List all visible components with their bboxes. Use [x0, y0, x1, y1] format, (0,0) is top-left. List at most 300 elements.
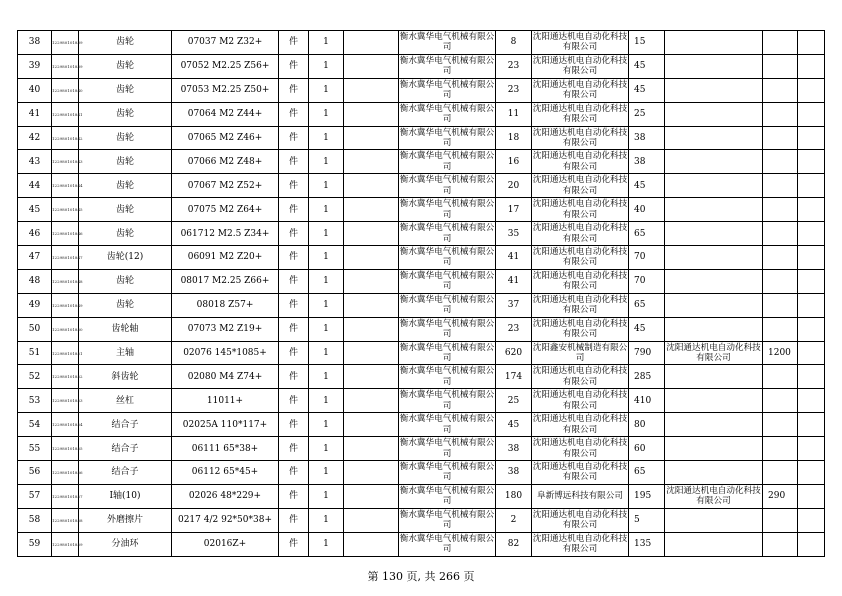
price-3 [763, 317, 798, 341]
price-2: 65 [629, 293, 665, 317]
quantity: 1 [309, 78, 344, 102]
unit: 件 [279, 150, 309, 174]
price-3 [763, 461, 798, 485]
part-name: 齿轮 [79, 269, 172, 293]
price-2: 80 [629, 413, 665, 437]
price-3 [763, 150, 798, 174]
quantity: 1 [309, 246, 344, 270]
price-1: 25 [496, 389, 532, 413]
supplier-3: 沈阳通达机电自动化科技有限公司 [666, 485, 761, 507]
supplier-3 [665, 198, 763, 222]
price-1: 41 [496, 269, 532, 293]
supplier-1: 衡水冀华电气机械有限公司 [399, 199, 495, 220]
extra-cell [798, 54, 825, 78]
part-name: 齿轮 [79, 102, 172, 126]
price-1: 20 [496, 174, 532, 198]
price-2: 70 [629, 269, 665, 293]
quantity: 1 [309, 126, 344, 150]
price-3 [763, 174, 798, 198]
price-2: 5 [629, 508, 665, 532]
unit: 件 [279, 174, 309, 198]
supplier-3 [665, 102, 763, 126]
unit: 件 [279, 126, 309, 150]
price-3 [763, 222, 798, 246]
blank-cell [344, 126, 399, 150]
unit: 件 [279, 54, 309, 78]
extra-cell [798, 102, 825, 126]
part-name: 斜齿轮 [79, 365, 172, 389]
table-row [18, 365, 825, 389]
price-2: 38 [629, 126, 665, 150]
part-spec: 02016Z+ [172, 532, 279, 556]
unit: 件 [279, 484, 309, 508]
table-row [18, 198, 825, 222]
table-row [18, 150, 825, 174]
part-name: 结合子 [79, 413, 172, 437]
item-code: 122980101855 [52, 437, 79, 461]
supplier-1: 衡水冀华电气机械有限公司 [399, 55, 495, 77]
price-3 [763, 54, 798, 78]
price-3 [763, 246, 798, 270]
unit: 件 [279, 341, 309, 365]
supplier-2: 沈阳通达机电自动化科技有限公司 [532, 390, 628, 411]
part-name: 齿轮 [79, 54, 172, 78]
table-row [18, 508, 825, 532]
supplier-3 [665, 532, 763, 556]
supplier-1: 衡水冀华电气机械有限公司 [399, 127, 495, 148]
blank-cell [344, 437, 399, 461]
price-3 [763, 126, 798, 150]
table-row [18, 532, 825, 556]
part-spec: 02080 M4 Z74+ [172, 365, 279, 389]
supplier-2: 沈阳通达机电自动化科技有限公司 [532, 127, 628, 148]
unit: 件 [279, 365, 309, 389]
part-name: 齿轮 [79, 222, 172, 246]
quantity: 1 [309, 437, 344, 461]
extra-cell [798, 293, 825, 317]
price-1: 2 [496, 508, 532, 532]
row-number: 52 [18, 365, 52, 389]
extra-cell [798, 150, 825, 174]
price-2: 25 [629, 102, 665, 126]
supplier-1: 衡水冀华电气机械有限公司 [399, 31, 495, 53]
price-2: 65 [629, 461, 665, 485]
part-name: 主轴 [79, 341, 172, 365]
price-1: 35 [496, 222, 532, 246]
part-spec: 07066 M2 Z48+ [172, 150, 279, 174]
blank-cell [344, 222, 399, 246]
table-row [18, 222, 825, 246]
blank-cell [344, 389, 399, 413]
supplier-1: 衡水冀华电气机械有限公司 [399, 342, 495, 364]
quantity: 1 [309, 461, 344, 485]
unit: 件 [279, 246, 309, 270]
blank-cell [344, 150, 399, 174]
unit: 件 [279, 413, 309, 437]
price-1: 11 [496, 102, 532, 126]
price-2: 70 [629, 246, 665, 270]
supplier-2: 阜新博远科技有限公司 [532, 484, 629, 508]
unit: 件 [279, 293, 309, 317]
price-2: 60 [629, 437, 665, 461]
quantity: 1 [309, 31, 344, 55]
price-1: 23 [496, 317, 532, 341]
supplier-2: 沈阳通达机电自动化科技有限公司 [532, 270, 628, 292]
price-2: 38 [629, 150, 665, 174]
extra-cell [798, 198, 825, 222]
row-number: 41 [18, 102, 52, 126]
table-body [18, 31, 825, 557]
supplier-3 [665, 413, 763, 437]
table-row [18, 413, 825, 437]
supplier-2: 沈阳通达机电自动化科技有限公司 [532, 223, 628, 244]
table-row [18, 102, 825, 126]
item-code: 122980101854 [52, 413, 79, 437]
supplier-2: 沈阳通达机电自动化科技有限公司 [532, 461, 628, 483]
supplier-1: 衡水冀华电气机械有限公司 [399, 246, 495, 268]
part-name: 齿轮(12) [79, 246, 172, 270]
supplier-2: 沈阳通达机电自动化科技有限公司 [532, 438, 628, 459]
supplier-1: 衡水冀华电气机械有限公司 [399, 318, 495, 340]
supplier-3 [665, 293, 763, 317]
item-code: 122980101859 [52, 532, 79, 556]
quantity: 1 [309, 54, 344, 78]
price-2: 285 [629, 365, 665, 389]
part-spec: 06111 65*38+ [172, 437, 279, 461]
part-name: 齿轮 [79, 174, 172, 198]
price-1: 37 [496, 293, 532, 317]
price-3 [763, 31, 798, 55]
price-3: 290 [763, 484, 798, 508]
part-spec: 02076 145*1085+ [172, 341, 279, 365]
supplier-3 [665, 508, 763, 532]
row-number: 39 [18, 54, 52, 78]
part-name: 齿轮 [79, 293, 172, 317]
part-name: 齿轮 [79, 150, 172, 174]
item-code: 122980101856 [52, 461, 79, 485]
supplier-2: 沈阳通达机电自动化科技有限公司 [532, 175, 628, 196]
price-1: 38 [496, 437, 532, 461]
quantity: 1 [309, 365, 344, 389]
supplier-1: 衡水冀华电气机械有限公司 [399, 414, 495, 435]
supplier-3 [665, 437, 763, 461]
part-spec: 06112 65*45+ [172, 461, 279, 485]
extra-cell [798, 174, 825, 198]
supplier-3 [665, 269, 763, 293]
quantity: 1 [309, 150, 344, 174]
table-row [18, 437, 825, 461]
supplier-1: 衡水冀华电气机械有限公司 [399, 294, 495, 316]
item-code: 122980101839 [52, 54, 79, 78]
supplier-3 [665, 222, 763, 246]
supplier-2: 沈阳通达机电自动化科技有限公司 [532, 509, 628, 531]
price-1: 16 [496, 150, 532, 174]
part-name: 分油环 [79, 532, 172, 556]
unit: 件 [279, 102, 309, 126]
supplier-1: 衡水冀华电气机械有限公司 [399, 485, 495, 507]
row-number: 42 [18, 126, 52, 150]
row-number: 45 [18, 198, 52, 222]
part-spec: 02025A 110*117+ [172, 413, 279, 437]
quantity: 1 [309, 198, 344, 222]
extra-cell [798, 532, 825, 556]
item-code: 122980101843 [52, 150, 79, 174]
item-code: 122980101847 [52, 246, 79, 270]
price-1: 45 [496, 413, 532, 437]
unit: 件 [279, 198, 309, 222]
supplier-2: 沈阳通达机电自动化科技有限公司 [532, 414, 628, 435]
table-row [18, 78, 825, 102]
price-1: 23 [496, 54, 532, 78]
table-row [18, 317, 825, 341]
part-spec: 0217 4/2 92*50*38+ [172, 508, 279, 532]
unit: 件 [279, 31, 309, 55]
blank-cell [344, 532, 399, 556]
supplier-1: 衡水冀华电气机械有限公司 [399, 509, 495, 531]
table-row [18, 126, 825, 150]
part-spec: 07053 M2.25 Z50+ [172, 78, 279, 102]
part-name: 结合子 [79, 461, 172, 485]
part-name: 齿轮轴 [79, 317, 172, 341]
supplier-3 [665, 54, 763, 78]
blank-cell [344, 198, 399, 222]
quantity: 1 [309, 222, 344, 246]
part-spec: 08017 M2.25 Z66+ [172, 269, 279, 293]
supplier-3 [665, 78, 763, 102]
item-code: 122980101850 [52, 317, 79, 341]
supplier-2: 沈阳通达机电自动化科技有限公司 [532, 318, 628, 340]
extra-cell [798, 269, 825, 293]
price-1: 8 [496, 31, 532, 55]
supplier-1: 衡水冀华电气机械有限公司 [399, 270, 495, 292]
quantity: 1 [309, 293, 344, 317]
blank-cell [344, 317, 399, 341]
price-2: 790 [629, 341, 665, 365]
supplier-3 [665, 31, 763, 55]
table-row [18, 389, 825, 413]
table-row [18, 341, 825, 365]
supplier-2: 沈阳通达机电自动化科技有限公司 [532, 31, 628, 53]
extra-cell [798, 461, 825, 485]
supplier-1: 衡水冀华电气机械有限公司 [399, 223, 495, 244]
supplier-3: 沈阳通达机电自动化科技有限公司 [666, 342, 761, 364]
price-2: 15 [629, 31, 665, 55]
price-3 [763, 365, 798, 389]
part-name: 齿轮 [79, 198, 172, 222]
quantity: 1 [309, 317, 344, 341]
extra-cell [798, 317, 825, 341]
item-code: 122980101851 [52, 341, 79, 365]
quantity: 1 [309, 532, 344, 556]
blank-cell [344, 365, 399, 389]
supplier-3 [665, 389, 763, 413]
part-spec: 08018 Z57+ [172, 293, 279, 317]
extra-cell [798, 341, 825, 365]
supplier-2: 沈阳鑫安机械制造有限公司 [532, 342, 628, 364]
extra-cell [798, 222, 825, 246]
row-number: 48 [18, 269, 52, 293]
extra-cell [798, 126, 825, 150]
row-number: 44 [18, 174, 52, 198]
price-3 [763, 198, 798, 222]
item-code: 122980101853 [52, 389, 79, 413]
extra-cell [798, 31, 825, 55]
row-number: 58 [18, 508, 52, 532]
blank-cell [344, 269, 399, 293]
price-1: 180 [496, 484, 532, 508]
supplier-2: 沈阳通达机电自动化科技有限公司 [532, 294, 628, 316]
unit: 件 [279, 317, 309, 341]
row-number: 43 [18, 150, 52, 174]
price-1: 23 [496, 78, 532, 102]
supplier-3 [665, 150, 763, 174]
price-3 [763, 389, 798, 413]
extra-cell [798, 246, 825, 270]
supplier-3 [665, 461, 763, 485]
supplier-1: 衡水冀华电气机械有限公司 [399, 533, 495, 555]
supplier-1: 衡水冀华电气机械有限公司 [399, 79, 495, 101]
item-code: 122980101848 [52, 269, 79, 293]
unit: 件 [279, 269, 309, 293]
extra-cell [798, 78, 825, 102]
supplier-2: 沈阳通达机电自动化科技有限公司 [532, 151, 628, 172]
price-1: 41 [496, 246, 532, 270]
page-footer: 第 130 页, 共 266 页 [367, 570, 475, 583]
part-spec: 07073 M2 Z19+ [172, 317, 279, 341]
part-name: 齿轮 [79, 78, 172, 102]
supplier-2: 沈阳通达机电自动化科技有限公司 [532, 103, 628, 125]
price-3 [763, 78, 798, 102]
item-code: 122980101845 [52, 198, 79, 222]
row-number: 56 [18, 461, 52, 485]
supplier-1: 衡水冀华电气机械有限公司 [399, 390, 495, 411]
row-number: 46 [18, 222, 52, 246]
price-3 [763, 102, 798, 126]
price-3 [763, 532, 798, 556]
blank-cell [344, 31, 399, 55]
supplier-2: 沈阳通达机电自动化科技有限公司 [532, 533, 628, 555]
item-code: 122980101839 [52, 31, 79, 55]
table-row [18, 269, 825, 293]
supplier-2: 沈阳通达机电自动化科技有限公司 [532, 55, 628, 77]
quantity: 1 [309, 389, 344, 413]
part-name: 丝杠 [79, 389, 172, 413]
blank-cell [344, 246, 399, 270]
blank-cell [344, 484, 399, 508]
supplier-3 [665, 126, 763, 150]
item-code: 122980101846 [52, 222, 79, 246]
item-code: 122980101840 [52, 78, 79, 102]
row-number: 59 [18, 532, 52, 556]
blank-cell [344, 508, 399, 532]
part-spec: 06091 M2 Z20+ [172, 246, 279, 270]
row-number: 40 [18, 78, 52, 102]
part-name: 外磨擦片 [79, 508, 172, 532]
row-number: 55 [18, 437, 52, 461]
part-spec: 07052 M2.25 Z56+ [172, 54, 279, 78]
row-number: 50 [18, 317, 52, 341]
blank-cell [344, 54, 399, 78]
supplier-2: 沈阳通达机电自动化科技有限公司 [532, 366, 628, 387]
quantity: 1 [309, 508, 344, 532]
price-3 [763, 508, 798, 532]
price-2: 45 [629, 317, 665, 341]
table-row [18, 174, 825, 198]
blank-cell [344, 461, 399, 485]
row-number: 47 [18, 246, 52, 270]
supplier-2: 沈阳通达机电自动化科技有限公司 [532, 246, 628, 268]
part-spec: 07067 M2 Z52+ [172, 174, 279, 198]
supplier-1: 衡水冀华电气机械有限公司 [399, 461, 495, 483]
supplier-3 [665, 246, 763, 270]
table-row [18, 484, 825, 508]
price-1: 38 [496, 461, 532, 485]
price-2: 65 [629, 222, 665, 246]
row-number: 54 [18, 413, 52, 437]
item-code: 122980101852 [52, 365, 79, 389]
quantity: 1 [309, 341, 344, 365]
supplier-2: 沈阳通达机电自动化科技有限公司 [532, 199, 628, 220]
blank-cell [344, 174, 399, 198]
extra-cell [798, 437, 825, 461]
price-2: 45 [629, 174, 665, 198]
price-2: 45 [629, 78, 665, 102]
extra-cell [798, 484, 825, 508]
quantity: 1 [309, 269, 344, 293]
part-spec: 07037 M2 Z32+ [172, 31, 279, 55]
supplier-1: 衡水冀华电气机械有限公司 [399, 366, 495, 387]
blank-cell [344, 78, 399, 102]
price-1: 17 [496, 198, 532, 222]
price-3 [763, 269, 798, 293]
price-2: 135 [629, 532, 665, 556]
price-1: 82 [496, 532, 532, 556]
part-name: 齿轮 [79, 126, 172, 150]
part-spec: 07075 M2 Z64+ [172, 198, 279, 222]
unit: 件 [279, 389, 309, 413]
row-number: 51 [18, 341, 52, 365]
unit: 件 [279, 222, 309, 246]
unit: 件 [279, 437, 309, 461]
price-3 [763, 413, 798, 437]
quantity: 1 [309, 413, 344, 437]
table-row [18, 461, 825, 485]
table-row [18, 293, 825, 317]
price-1: 620 [496, 341, 532, 365]
price-1: 174 [496, 365, 532, 389]
part-spec: 061712 M2.5 Z34+ [172, 222, 279, 246]
item-code: 122980101858 [52, 508, 79, 532]
table-row [18, 31, 825, 55]
supplier-1: 衡水冀华电气机械有限公司 [399, 151, 495, 172]
price-3 [763, 293, 798, 317]
extra-cell [798, 413, 825, 437]
blank-cell [344, 293, 399, 317]
table-row [18, 246, 825, 270]
extra-cell [798, 365, 825, 389]
unit: 件 [279, 78, 309, 102]
part-spec: 07065 M2 Z46+ [172, 126, 279, 150]
unit: 件 [279, 461, 309, 485]
supplier-1: 衡水冀华电气机械有限公司 [399, 103, 495, 125]
extra-cell [798, 389, 825, 413]
supplier-2: 沈阳通达机电自动化科技有限公司 [532, 79, 628, 101]
row-number: 49 [18, 293, 52, 317]
extra-cell [798, 508, 825, 532]
unit: 件 [279, 508, 309, 532]
price-2: 195 [629, 484, 665, 508]
item-code: 122980101844 [52, 174, 79, 198]
